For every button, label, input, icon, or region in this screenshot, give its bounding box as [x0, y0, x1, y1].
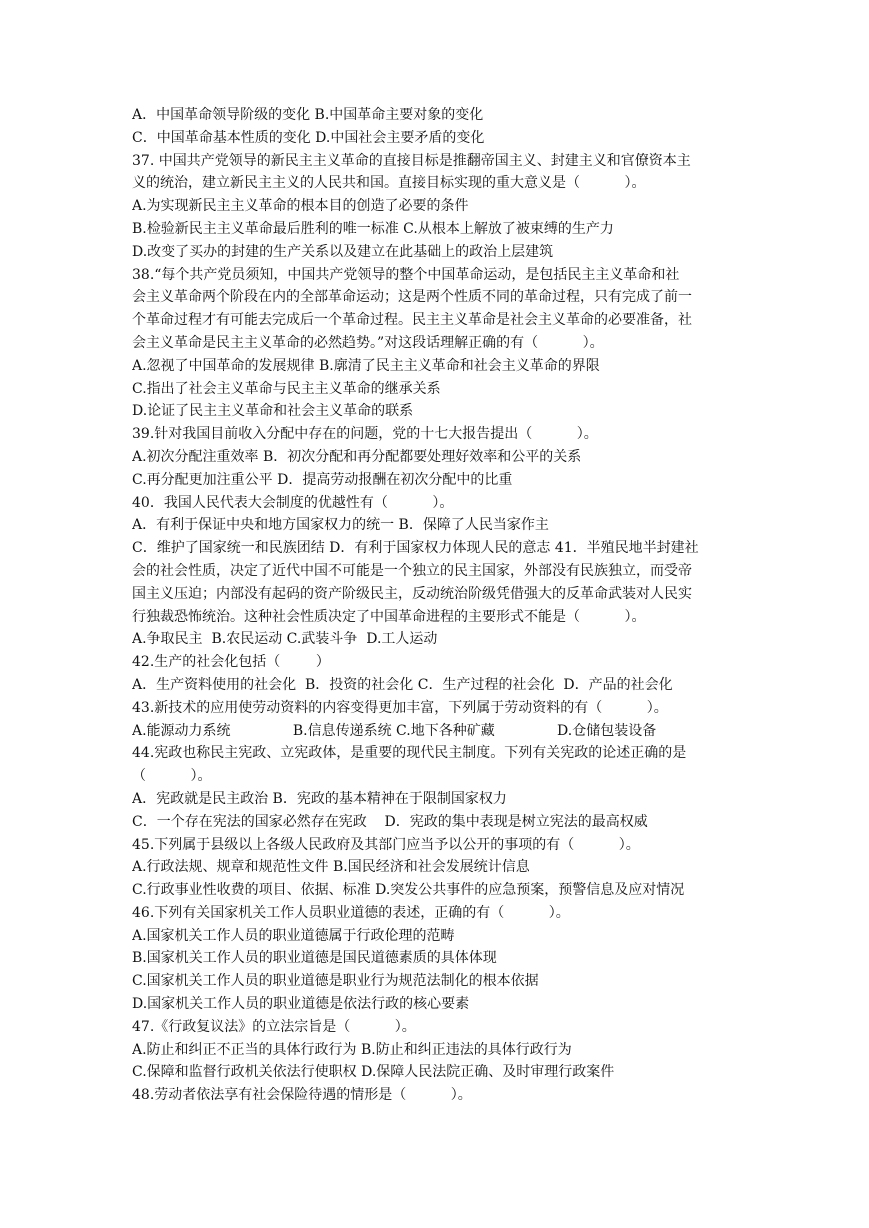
text-line: 义的统治，建立新民主主义的人民共和国。直接目标实现的重大意义是（ ）。 [132, 175, 646, 192]
text-line: 44.宪政也称民主宪政、立宪政体，是重要的现代民主制度。下列有关宪政的论述正确的是 [132, 745, 687, 762]
text-line: C.再分配更加注重公平 D．提高劳动报酬在初次分配中的比重 [132, 471, 513, 488]
text-line: 48.劳动者依法享有社会保险待遇的情形是（ ）。 [132, 1087, 472, 1104]
text-line: A．宪政就是民主政治 B．宪政的基本精神在于限制国家权力 [132, 790, 507, 807]
text-line: A.能源动力系统 B.信息传递系统 C.地下各种矿藏 D.仓储包装设备 [132, 722, 657, 739]
text-line: A．中国革命领导阶级的变化 B.中国革命主要对象的变化 [132, 107, 484, 123]
text-line: 47.《行政复议法》的立法宗旨是（ ）。 [132, 1018, 416, 1035]
text-line: 43.新技术的应用使劳动资料的内容变得更加丰富，下列属于劳动资料的有（ ）。 [132, 699, 668, 716]
text-line: 39.针对我国目前收入分配中存在的问题，党的十七大报告提出（ ）。 [132, 426, 598, 443]
text-line: D.论证了民主主义革命和社会主义革命的联系 [132, 403, 414, 420]
text-line: D.国家机关工作人员的职业道德是依法行政的核心要素 [132, 996, 470, 1013]
text-line: A.行政法规、规章和规范性文件 B.国民经济和社会发展统计信息 [132, 859, 530, 876]
text-line: A.忽视了中国革命的发展规律 B.廓清了民主主义革命和社会主义革命的界限 [132, 357, 600, 374]
text-line: B.国家机关工作人员的职业道德是国民道德素质的具体体现 [132, 950, 497, 967]
text-line: A．生产资料使用的社会化 B．投资的社会化 C．生产过程的社会化 D．产品的社会化 [132, 676, 673, 693]
text-line: 46.下列有关国家机关工作人员职业道德的表述，正确的有（ ）。 [132, 904, 570, 921]
text-line: 会主义革命两个阶段在内的全部革命运动；这是两个性质不同的革命过程，只有完成了前一 [132, 289, 692, 306]
text-line: A.国家机关工作人员的职业道德属于行政伦理的范畴 [132, 927, 455, 944]
text-line: 40．我国人民代表大会制度的优越性有（ ）。 [132, 494, 454, 511]
text-line: 38.“每个共产党员须知，中国共产党领导的整个中国革命运动，是包括民主主义革命和社 [132, 266, 680, 283]
text-line: A.为实现新民主主义革命的根本目的创造了必要的条件 [132, 198, 469, 215]
text-line: C．中国革命基本性质的变化 D.中国社会主要矛盾的变化 [132, 129, 485, 146]
text-line: A.防止和纠正不正当的具体行政行为 B.防止和纠正违法的具体行政行为 [132, 1041, 572, 1058]
text-line: A.初次分配注重效率 B．初次分配和再分配都要处理好效率和公平的关系 [132, 448, 582, 465]
text-line: A.争取民主 B.农民运动 C.武装斗争 D.工人运动 [132, 631, 438, 648]
document-body [132, 104, 744, 1107]
text-line: C.行政事业性收费的项目、依据、标准 D.突发公共事件的应急预案，预警信息及应对情况 [132, 882, 685, 899]
text-line: C．一个存在宪法的国家必然存在宪政 D．宪政的集中表现是树立宪法的最高权威 [132, 813, 648, 830]
text-line: （ ）。 [132, 768, 212, 785]
text-line: A．有利于保证中央和地方国家权力的统一 B．保障了人民当家作主 [132, 517, 549, 534]
text-line: 会的社会性质，决定了近代中国不可能是一个独立的民主国家，外部没有民族独立，而受帝 [132, 562, 692, 579]
text-line: C．维护了国家统一和民族团结 D．有利于国家权力体现人民的意志 41．半殖民地半封建社 [132, 540, 699, 557]
text-line: 42.生产的社会化包括（ ） [132, 654, 330, 671]
text-line: 45.下列属于县级以上各级人民政府及其部门应当予以公开的事项的有（ ）。 [132, 836, 640, 853]
text-line: B.检验新民主主义革命最后胜利的唯一标准 C.从根本上解放了被束缚的生产力 [132, 220, 614, 237]
text-line: C.国家机关工作人员的职业道德是职业行为规范法制化的根本依据 [132, 973, 539, 990]
text-line: 国主义压迫；内部没有起码的资产阶级民主，反动统治阶级凭借强大的反革命武装对人民实 [132, 585, 692, 602]
text-line: 个革命过程才有可能去完成后一个革命过程。民主主义革命是社会主义革命的必要准备，社 [132, 312, 692, 329]
text-line: C.保障和监督行政机关依法行使职权 D.保障人民法院正确、及时审理行政案件 [132, 1064, 615, 1081]
text-line: 37. 中国共产党领导的新民主主义革命的直接目标是推翻帝国主义、封建主义和官僚资本主 [132, 152, 691, 169]
text-line: C.指出了社会主义革命与民主主义革命的继承关系 [132, 380, 441, 397]
text-line: D.改变了买办的封建的生产关系以及建立在此基础上的政治上层建筑 [132, 243, 554, 260]
text-line: 会主义革命是民主主义革命的必然趋势。”对这段话理解正确的有（ ）。 [132, 334, 604, 351]
text-line: 行独裁恐怖统治。这种社会性质决定了中国革命进程的主要形式不能是（ ）。 [132, 608, 646, 625]
